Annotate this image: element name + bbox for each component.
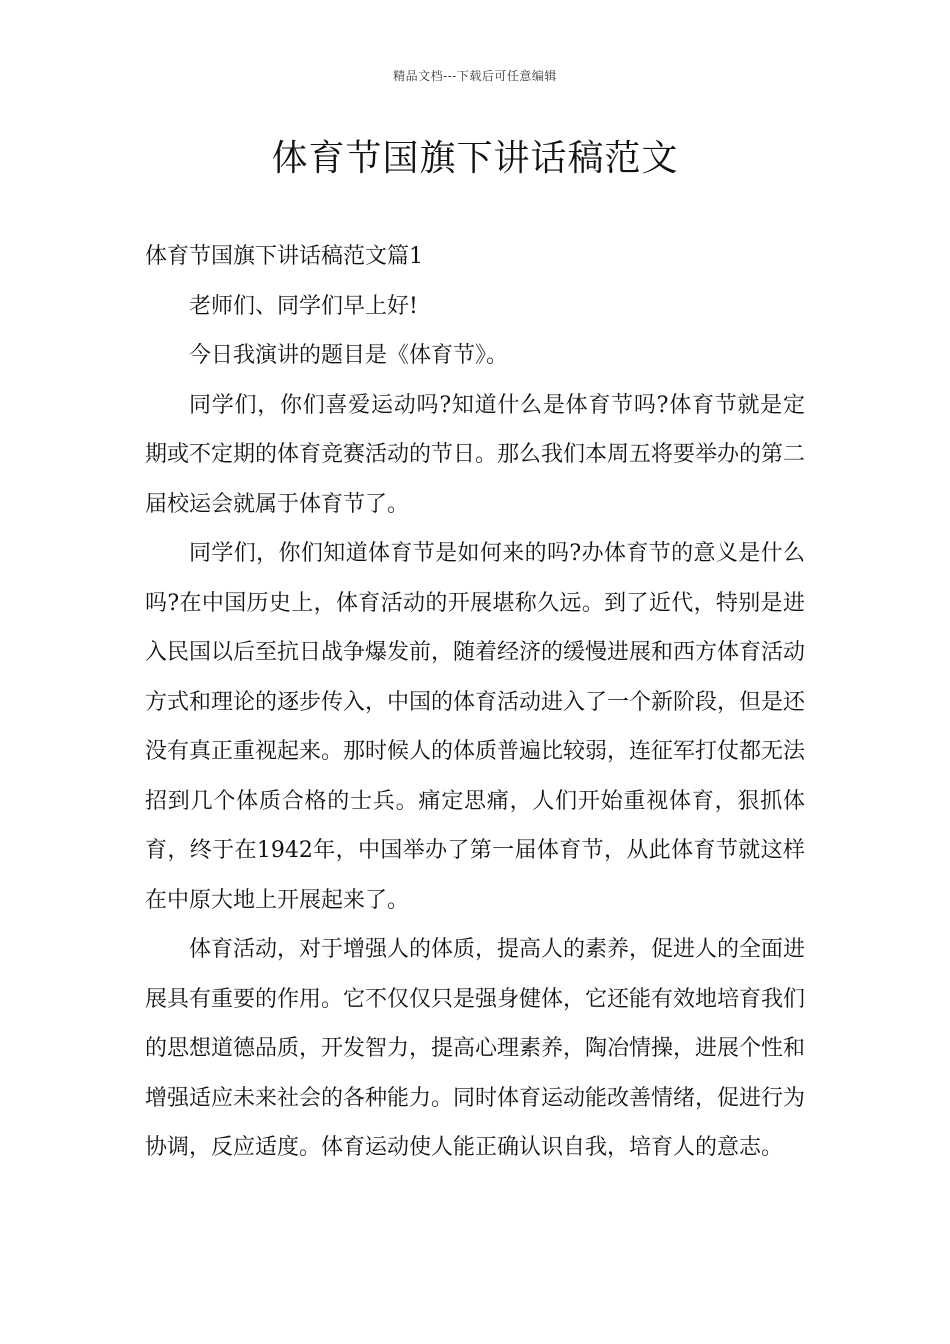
document-title: 体育节国旗下讲话稿范文 bbox=[271, 138, 679, 179]
header-note: 精品文档---下载后可任意编辑 bbox=[393, 69, 557, 83]
section-heading: 体育节国旗下讲话稿范文篇1 bbox=[145, 244, 423, 269]
paragraph-greeting: 老师们、同学们早上好! bbox=[189, 293, 418, 319]
paragraph-intro: 同学们，你们喜爱运动吗?知道什么是体育节吗?体育节就是定期或不定期的体育竞赛活动的节日。那么我们本周五将要举办的第二届校运会就属于体育节了。 bbox=[145, 392, 806, 517]
document-body bbox=[145, 232, 805, 1173]
paragraph-history: 同学们，你们知道体育节是如何来的吗?办体育节的意义是什么吗?在中国历史上，体育活动的开展堪称久远。到了近代，特别是进入民国以后至抗日战争爆发前，随着经济的缓慢进展和西方体育活动方式和理论的逐步传入，中国的体育活动进入了一个新阶段，但是还没有真正重视起来。那时候人的体质普遍比较弱，连征军打仗都无法招到几个体质合格的士兵。痛定思痛，人们开始重视体育，狠抓体育，终于在1942年，中国举办了第一届体育节，从此体育节就这样在中原大地上开展起来了。 bbox=[145, 541, 806, 913]
paragraph-topic: 今日我演讲的题目是《体育节》。 bbox=[189, 343, 509, 368]
paragraph-benefits: 体育活动，对于增强人的体质，提高人的素养，促进人的全面进展具有重要的作用。它不仅仅只是强身健体，它还能有效地培育我们的思想道德品质，开发智力，提高心理素养，陶冶情操，进展个性和增强适应未来社会的各种能力。同时体育运动能改善情绪，促进行为协调，反应适度。体育运动使人能正确认识自我，培育人的意志。 bbox=[145, 937, 806, 1160]
